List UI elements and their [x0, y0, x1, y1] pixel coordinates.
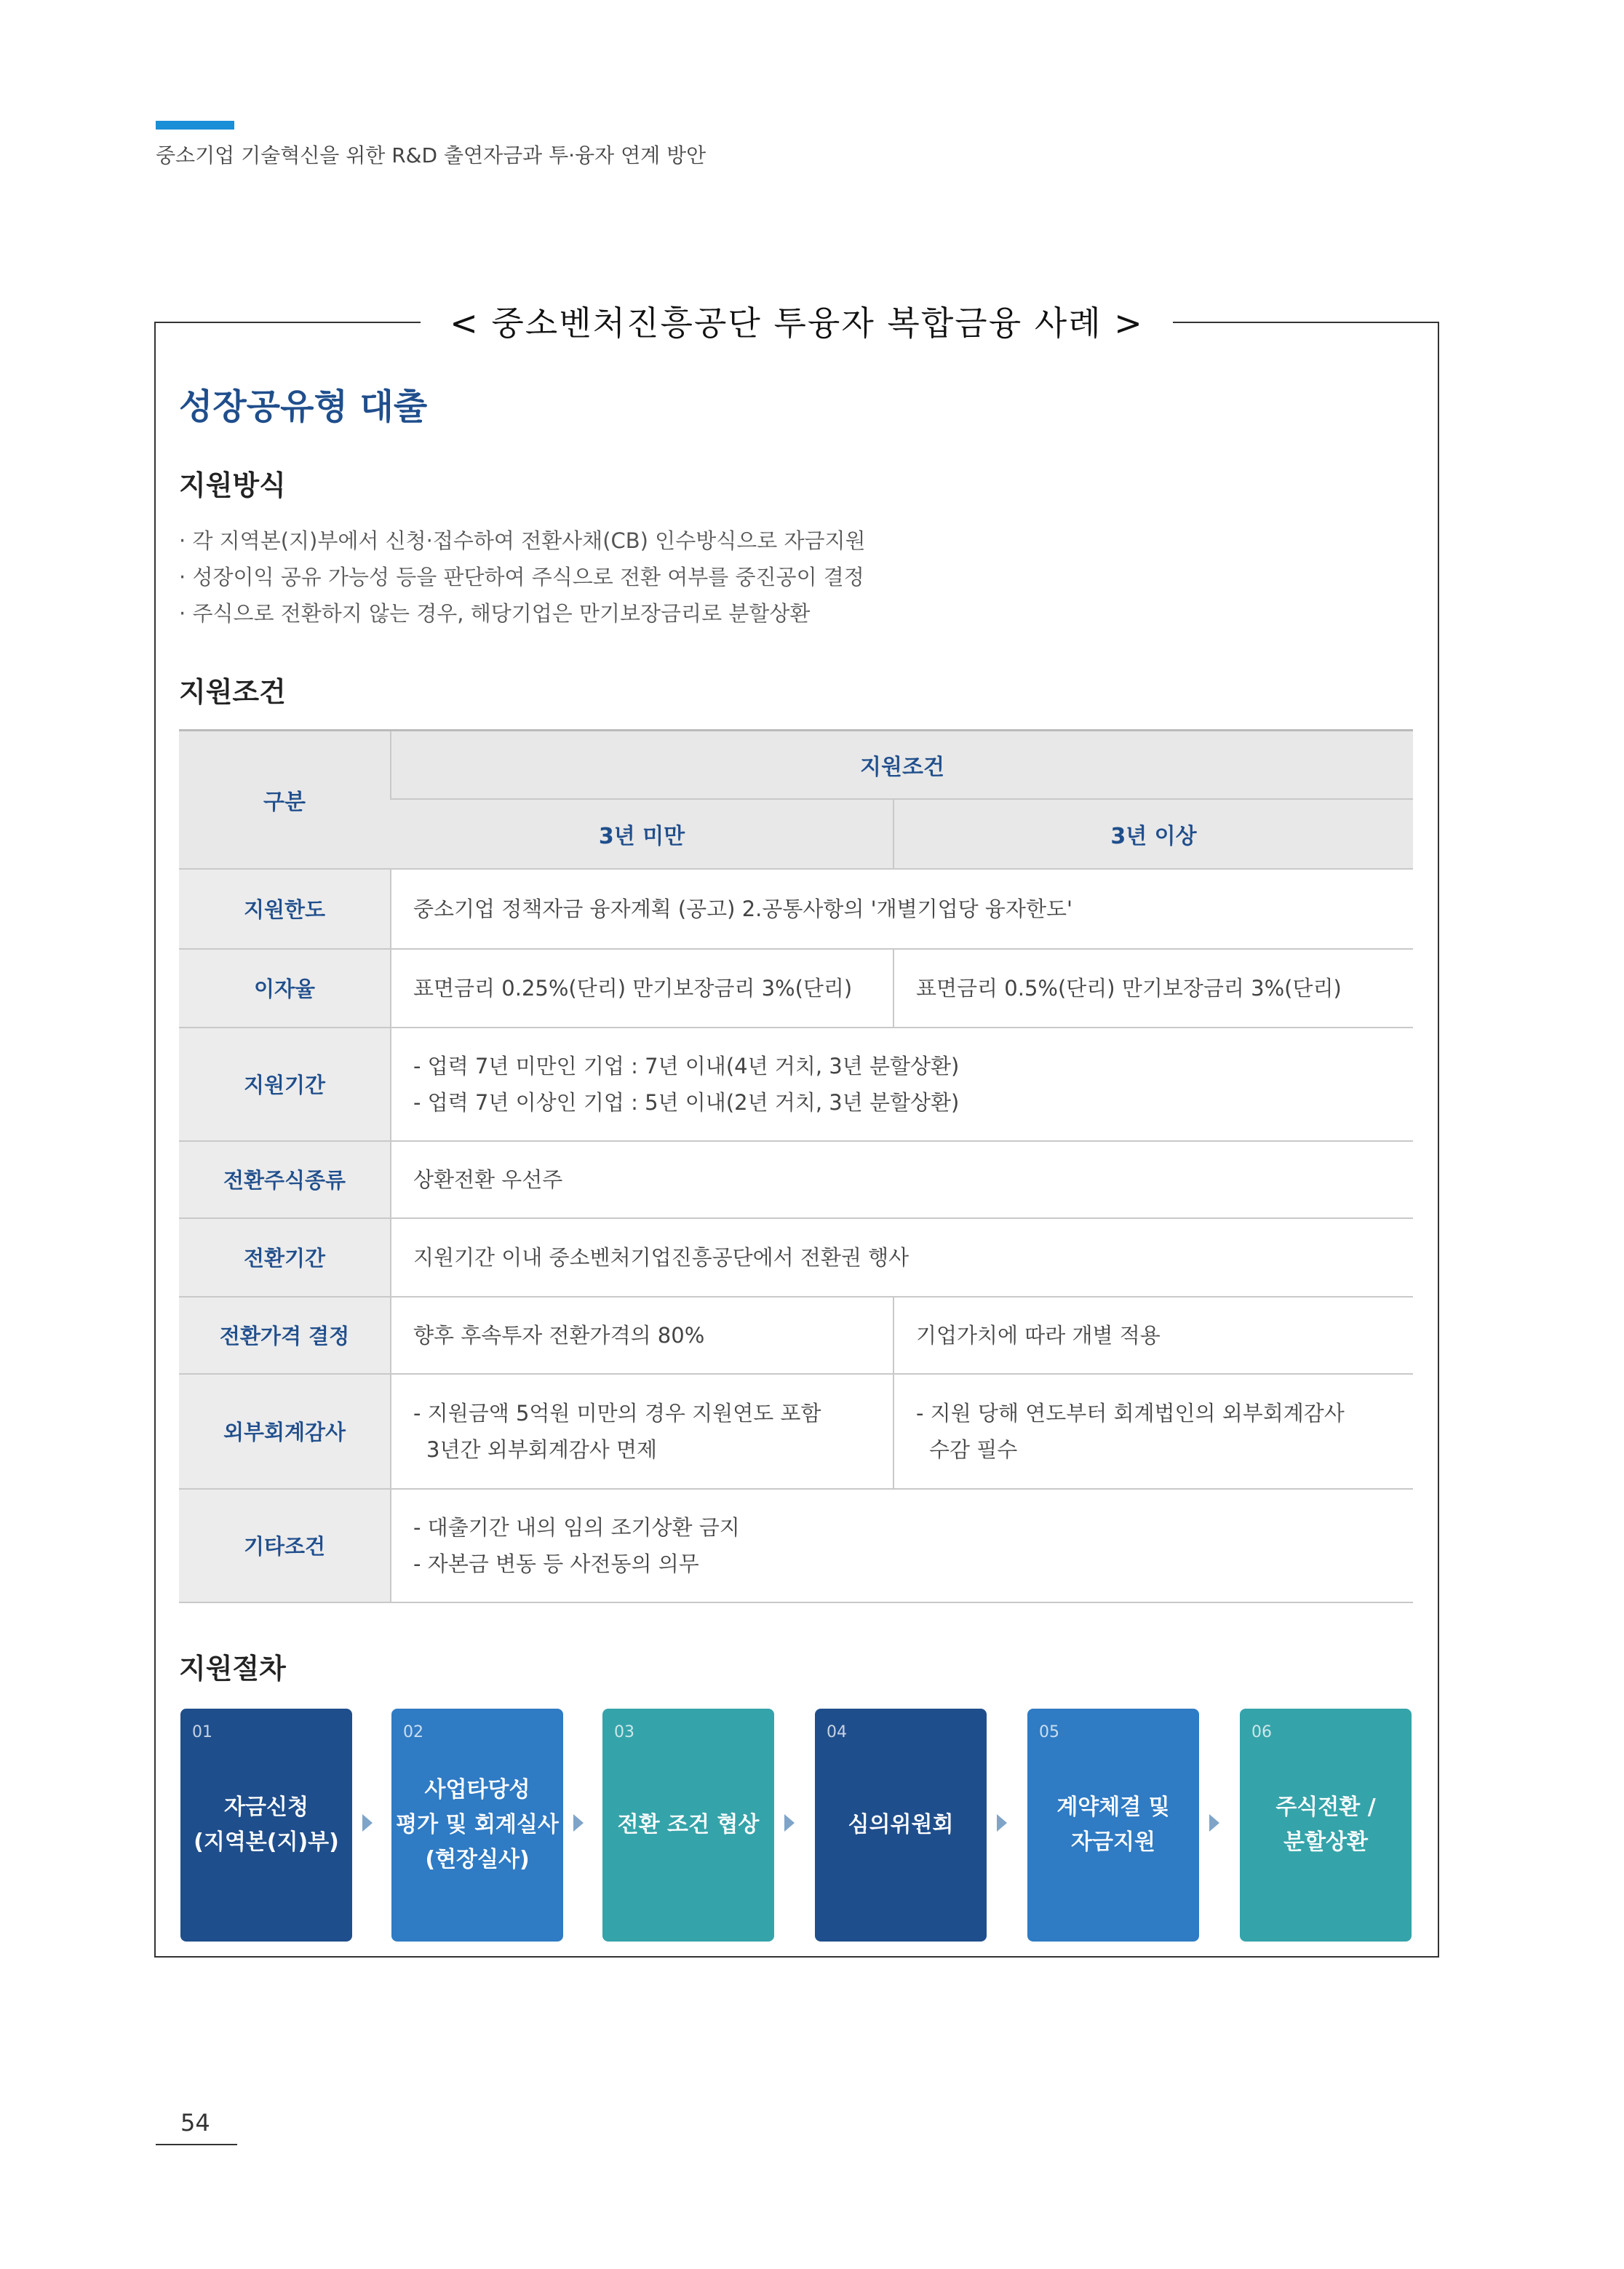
- step-number: 03: [614, 1723, 634, 1741]
- row-line: - 지원금액 5억원 미만의 경우 지원연도 포함: [413, 1400, 821, 1426]
- step-number: 05: [1039, 1723, 1059, 1741]
- row-label: 전환주식종류: [179, 1141, 391, 1218]
- header-group: 지원조건: [391, 731, 1413, 799]
- row-label: 전환가격 결정: [179, 1297, 391, 1374]
- row-label: 전환기간: [179, 1218, 391, 1297]
- row-value-b: 표면금리 0.5%(단리) 만기보장금리 3%(단리): [893, 949, 1413, 1028]
- row-line: 수감 필수: [929, 1436, 1018, 1462]
- header-accent-bar: [156, 121, 234, 130]
- procedure-step: [1027, 1709, 1199, 1942]
- row-value-b: 기업가치에 따라 개별 적용: [893, 1297, 1413, 1374]
- method-bullet: · 주식으로 전환하지 않는 경우, 해당기업은 만기보장금리로 분할상환: [179, 595, 866, 632]
- arrow-right-icon: [784, 1814, 795, 1832]
- row-value: [391, 1489, 1413, 1602]
- row-label: 지원기간: [179, 1028, 391, 1141]
- step-label: 자금신청 (지역본(지)부): [194, 1795, 339, 1855]
- row-label: 외부회계감사: [179, 1374, 391, 1489]
- procedure-step: [180, 1709, 352, 1942]
- main-title: 성장공유형 대출: [179, 386, 428, 427]
- step-number: 04: [827, 1723, 847, 1741]
- method-bullet: · 성장이익 공유 가능성 등을 판단하여 주식으로 전환 여부를 중진공이 결정: [179, 559, 866, 595]
- arrow-right-icon: [573, 1814, 584, 1832]
- step-number: 01: [192, 1723, 212, 1741]
- row-line: - 업력 7년 이상인 기업 : 5년 이내(2년 거치, 3년 분할상환): [413, 1089, 960, 1115]
- case-box-title: < 중소벤처진흥공단 투융자 복합금융 사례 >: [421, 297, 1173, 345]
- header-category: 구분: [179, 731, 391, 869]
- procedure-step: [602, 1709, 774, 1942]
- page-number-rule: [156, 2144, 237, 2145]
- table-row: [179, 1489, 1413, 1602]
- arrow-right-icon: [1209, 1814, 1219, 1832]
- procedure-heading: 지원절차: [179, 1653, 286, 1685]
- row-line: - 자본금 변동 등 사전동의 의무: [413, 1551, 699, 1576]
- step-number: 06: [1251, 1723, 1272, 1741]
- step-label: 전환 조건 협상: [617, 1812, 760, 1837]
- table-row: [179, 1374, 1413, 1489]
- arrow-right-icon: [362, 1814, 373, 1832]
- row-line: - 업력 7년 미만인 기업 : 7년 이내(4년 거치, 3년 분할상환): [413, 1053, 960, 1078]
- table-row: [179, 949, 1413, 1028]
- table-row: [179, 1028, 1413, 1141]
- row-line: - 지원 당해 연도부터 회계법인의 외부회계감사: [916, 1400, 1345, 1426]
- procedure-step: [815, 1709, 987, 1942]
- row-value: [391, 1028, 1413, 1141]
- step-number: 02: [403, 1723, 423, 1741]
- row-line: 3년간 외부회계감사 면제: [426, 1436, 658, 1462]
- table-row: [179, 1297, 1413, 1374]
- row-value-a: [391, 1374, 893, 1489]
- row-value-a: 향후 후속투자 전환가격의 80%: [391, 1297, 893, 1374]
- row-value-a: 표면금리 0.25%(단리) 만기보장금리 3%(단리): [391, 949, 893, 1028]
- conditions-heading: 지원조건: [179, 676, 286, 708]
- step-label: 계약체결 및 자금지원: [1056, 1795, 1170, 1855]
- row-label: 기타조건: [179, 1489, 391, 1602]
- row-label: 지원한도: [179, 869, 391, 949]
- procedure-step: [1240, 1709, 1412, 1942]
- step-label: 사업타당성 평가 및 회계실사 (현장실사): [396, 1777, 559, 1872]
- row-value: 상환전환 우선주: [391, 1141, 1413, 1218]
- row-value-b: [893, 1374, 1413, 1489]
- arrow-right-icon: [997, 1814, 1007, 1832]
- row-label: 이자율: [179, 949, 391, 1028]
- procedure-step: [391, 1709, 563, 1942]
- method-bullets: [179, 522, 866, 632]
- row-line: - 대출기간 내의 임의 조기상환 금지: [413, 1514, 740, 1540]
- running-header: 중소기업 기술혁신을 위한 R&D 출연자금과 투·융자 연계 방안: [156, 143, 706, 167]
- case-box-title-wrap: [154, 297, 1439, 345]
- table-row: [179, 1141, 1413, 1218]
- table-row: [179, 869, 1413, 949]
- method-bullet: · 각 지역본(지)부에서 신청·접수하여 전환사채(CB) 인수방식으로 자금지원: [179, 522, 866, 559]
- row-value: 지원기간 이내 중소벤처기업진흥공단에서 전환권 행사: [391, 1218, 1413, 1297]
- table-row: [179, 1218, 1413, 1297]
- row-value: 중소기업 정책자금 융자계획 (공고) 2.공통사항의 '개별기업당 융자한도': [391, 869, 1413, 949]
- method-heading: 지원방식: [179, 469, 286, 501]
- conditions-table: [179, 729, 1413, 1603]
- header-col-a: 3년 미만: [391, 799, 893, 869]
- header-col-b: 3년 이상: [893, 799, 1413, 869]
- step-label: 주식전환 / 분할상환: [1275, 1795, 1376, 1855]
- step-label: 심의위원회: [848, 1812, 954, 1837]
- page-number: 54: [180, 2109, 210, 2137]
- procedure-flow: [180, 1709, 1414, 1942]
